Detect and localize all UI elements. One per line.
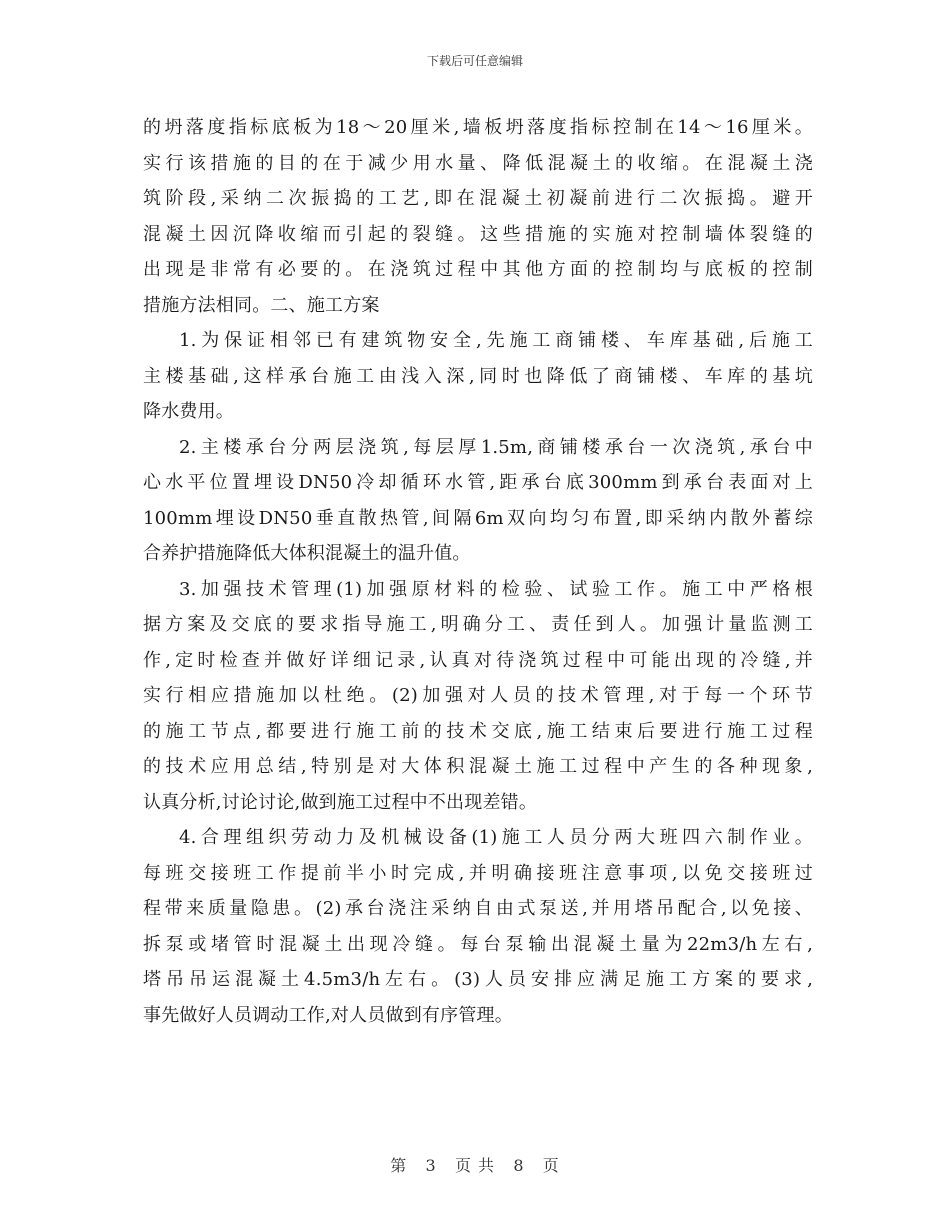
text-line: 混凝土因沉降收缩而引起的裂缝。这些措施的实施对控制墙体裂缝的 bbox=[143, 223, 813, 245]
page-header: 下载后可任意编辑 bbox=[426, 54, 523, 68]
text-line: 的施工节点,都要进行施工前的技术交底,施工结束后要进行施工过程 bbox=[143, 720, 813, 742]
text-line: 2.主楼承台分两层浇筑,每层厚1.5m,商铺楼承台一次浇筑,承台中 bbox=[179, 436, 813, 458]
text-line: 合养护措施降低大体积混凝土的温升值。 bbox=[143, 543, 471, 564]
text-line: 拆泵或堵管时混凝土出现冷缝。每台泵输出混凝土量为22m3/h左右, bbox=[143, 933, 813, 955]
footer-prefix: 第 bbox=[390, 1156, 408, 1175]
text-line: 事先做好人员调动工作,对人员做到有序管理。 bbox=[143, 1004, 513, 1026]
text-line: 出现是非常有必要的。在浇筑过程中其他方面的控制均与底板的控制 bbox=[143, 259, 813, 280]
total-pages-number: 8 bbox=[513, 1156, 525, 1175]
text-line: 筑阶段,采纳二次振捣的工艺,即在混凝土初凝前进行二次振捣。避开 bbox=[143, 188, 813, 209]
current-page-number: 3 bbox=[425, 1156, 437, 1175]
page-footer bbox=[0, 1153, 950, 1176]
text-line: 措施方法相同。二、施工方案 bbox=[143, 294, 380, 316]
text-line: 3.加强技术管理(1)加强原材料的检验、试验工作。施工中严格根 bbox=[179, 578, 813, 600]
text-line: 实行相应措施加以杜绝。(2)加强对人员的技术管理,对于每一个环节 bbox=[143, 685, 813, 706]
text-line: 降水费用。 bbox=[143, 401, 234, 422]
text-line: 程带来质量隐患。(2)承台浇注采纳自由式泵送,并用塔吊配合,以免接、 bbox=[143, 898, 813, 919]
text-line: 据方案及交底的要求指导施工,明确分工、责任到人。加强计量监测工 bbox=[143, 614, 813, 635]
text-line: 认真分析,讨论讨论,做到施工过程中不出现差错。 bbox=[143, 791, 538, 813]
text-line: 1.为保证相邻已有建筑物安全,先施工商铺楼、车库基础,后施工 bbox=[179, 330, 813, 351]
text-line: 的技术应用总结,特别是对大体积混凝土施工过程中产生的各种现象, bbox=[143, 756, 813, 777]
text-line: 4.合理组织劳动力及机械设备(1)施工人员分两大班四六制作业。 bbox=[179, 827, 813, 848]
text-line: 主楼基础,这样承台施工由浅入深,同时也降低了商铺楼、车库的基坑 bbox=[143, 365, 813, 387]
text-line: 实行该措施的目的在于减少用水量、降低混凝土的收缩。在混凝土浇 bbox=[143, 152, 813, 174]
text-line: 的坍落度指标底板为18～20厘米,墙板坍落度指标控制在14～16厘米。 bbox=[143, 117, 813, 138]
text-line: 塔吊吊运混凝土4.5m3/h左右。(3)人员安排应满足施工方案的要求, bbox=[143, 969, 813, 990]
document-body bbox=[143, 110, 813, 1033]
text-line: 心水平位置埋设DN50冷却循环水管,距承台底300mm到承台表面对上 bbox=[143, 472, 813, 493]
text-line: 作,定时检查并做好详细记录,认真对待浇筑过程中可能出现的冷缝,并 bbox=[143, 649, 813, 671]
footer-middle: 页 共 bbox=[454, 1156, 496, 1175]
footer-suffix: 页 bbox=[542, 1156, 560, 1175]
text-line: 100mm埋设DN50垂直散热管,间隔6m双向均匀布置,即采纳内散外蓄综 bbox=[143, 507, 813, 529]
text-line: 每班交接班工作提前半小时完成,并明确接班注意事项,以免交接班过 bbox=[143, 862, 813, 884]
